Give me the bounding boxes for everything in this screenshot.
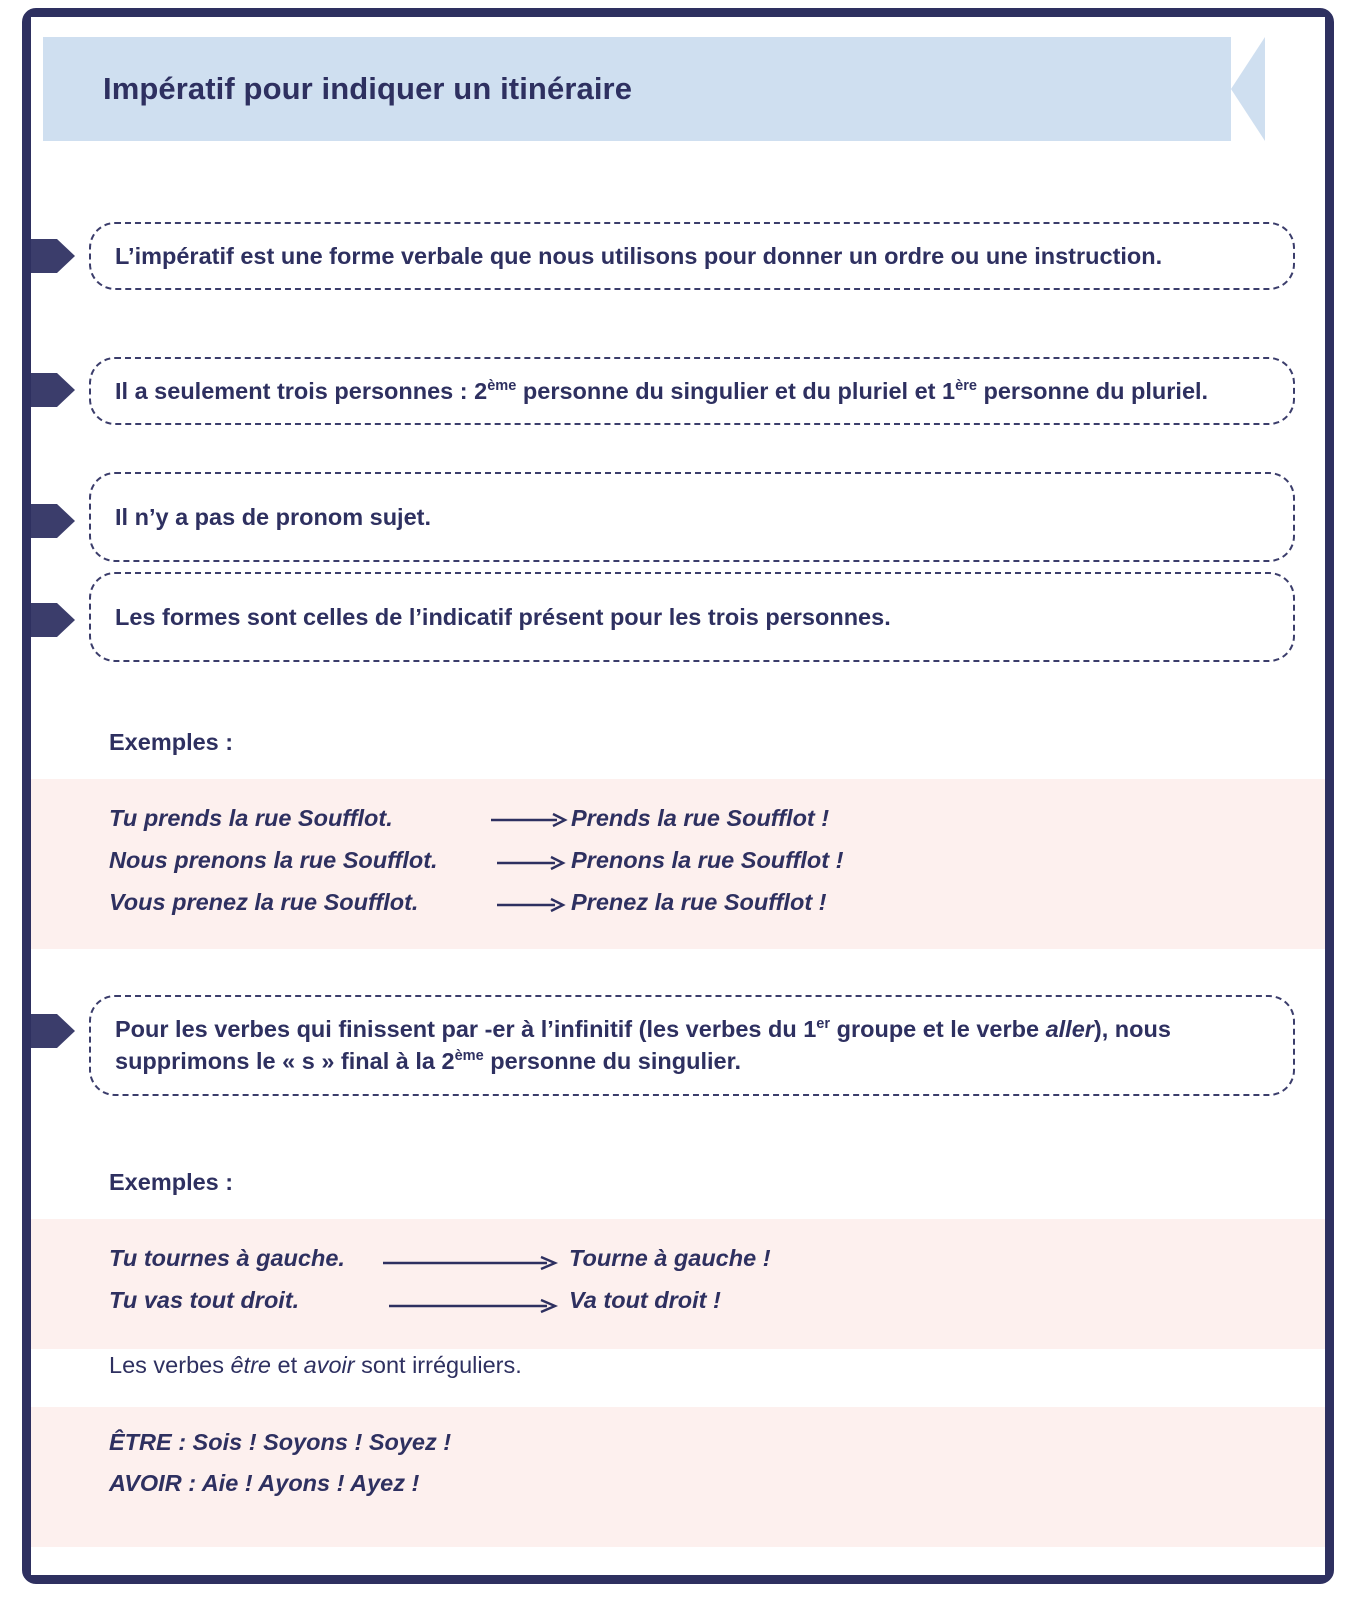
examples-heading-2: Exemples : <box>109 1169 234 1195</box>
transform-arrow-icon <box>497 855 567 869</box>
rule-forms-present: Les formes sont celles de l’indicatif présent pour les trois personnes. <box>89 572 1295 662</box>
example-result-3: Prenez la rue Soufflot ! <box>571 889 827 915</box>
note-middle: et <box>270 1352 304 1378</box>
irregular-form-avoir: AVOIR : Aie ! Ayons ! Ayez ! <box>109 1470 420 1496</box>
page-title: Impératif pour indiquer un itinéraire <box>103 71 633 106</box>
arrow-marker-icon <box>31 500 69 536</box>
rule-no-subject-pronoun: Il n’y a pas de pronom sujet. <box>89 472 1295 562</box>
irregular-verbs-note <box>109 1352 522 1379</box>
example-source-2: Nous prenons la rue Soufflot. <box>109 847 438 873</box>
example-result-2: Prenons la rue Soufflot ! <box>571 847 844 873</box>
transform-arrow-icon <box>389 1298 559 1312</box>
note-suffix: sont irréguliers. <box>354 1352 522 1378</box>
page-frame <box>22 8 1334 1584</box>
arrow-marker-icon <box>31 369 69 405</box>
note-prefix: Les verbes <box>109 1352 231 1378</box>
example-source-4: Tu tournes à gauche. <box>109 1245 345 1271</box>
example-result-1: Prends la rue Soufflot ! <box>571 805 830 831</box>
arrow-marker-icon <box>31 599 69 635</box>
example-result-5: Va tout droit ! <box>569 1287 721 1313</box>
arrow-marker-icon <box>31 1010 69 1046</box>
example-result-4: Tourne à gauche ! <box>569 1245 771 1271</box>
title-ribbon <box>43 37 1265 141</box>
note-verb-etre: être <box>230 1352 271 1378</box>
page-content <box>31 17 1325 1575</box>
irregular-form-etre: ÊTRE : Sois ! Soyons ! Soyez ! <box>109 1429 452 1455</box>
arrow-marker-icon <box>31 235 69 271</box>
ribbon-notch-icon <box>1231 37 1265 141</box>
rule-er-verbs: Pour les verbes qui finissent par -er à l’infinitif (les verbes du 1er groupe et le verbe aller), nous supprimons le « s » final à la 2ème personne du singulier. <box>89 995 1295 1096</box>
transform-arrow-icon <box>383 1255 559 1269</box>
example-source-1: Tu prends la rue Soufflot. <box>109 805 393 831</box>
example-source-5: Tu vas tout droit. <box>109 1287 300 1313</box>
example-source-3: Vous prenez la rue Soufflot. <box>109 889 419 915</box>
examples-band-2 <box>31 1219 1325 1349</box>
rule-persons: Il a seulement trois personnes : 2ème personne du singulier et du pluriel et 1ère personne du pluriel. <box>89 357 1295 425</box>
rule-definition: L’impératif est une forme verbale que nous utilisons pour donner un ordre ou une instruction. <box>89 222 1295 290</box>
examples-heading-1: Exemples : <box>109 729 234 755</box>
transform-arrow-icon <box>491 812 569 826</box>
transform-arrow-icon <box>497 897 567 911</box>
note-verb-avoir: avoir <box>303 1352 355 1378</box>
